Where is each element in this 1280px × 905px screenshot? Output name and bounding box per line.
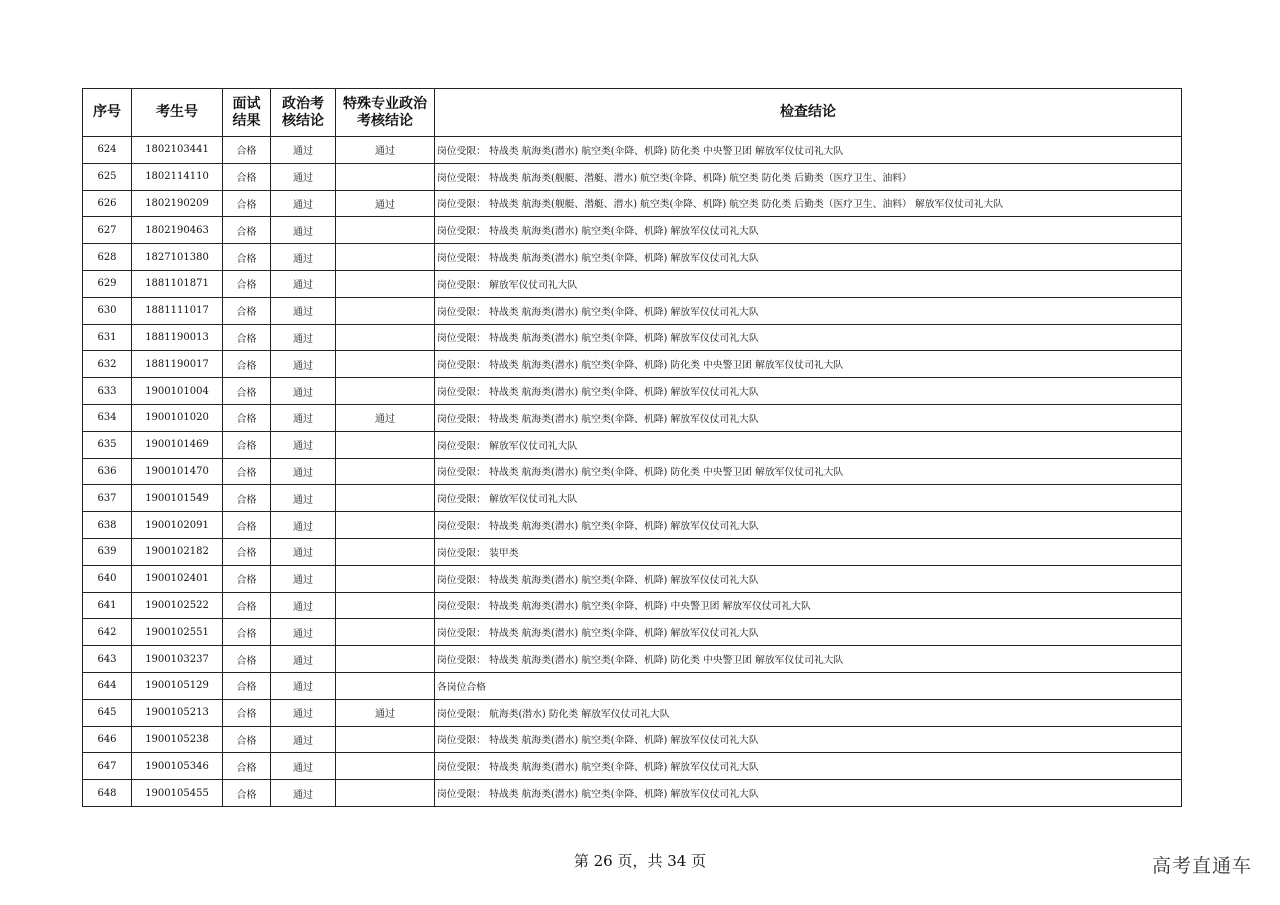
cell-exam-no: 1900101549 <box>132 485 223 512</box>
cell-exam-no: 1827101380 <box>132 244 223 271</box>
result-table <box>82 88 1182 807</box>
cell-political: 通过 <box>271 404 336 431</box>
cell-special <box>336 458 435 485</box>
header-special-line1: 特殊专业政治 <box>343 95 427 112</box>
cell-special: 通过 <box>336 137 435 164</box>
table-row <box>83 270 1182 297</box>
cell-special <box>336 726 435 753</box>
cell-interview: 合格 <box>223 404 271 431</box>
cell-interview: 合格 <box>223 726 271 753</box>
cell-special <box>336 351 435 378</box>
cell-special <box>336 512 435 539</box>
table-row <box>83 699 1182 726</box>
cell-conclusion: 岗位受限： 特战类 航海类(潜水) 航空类(伞降、机降) 解放军仪仗司礼大队 <box>435 619 1182 646</box>
cell-seq: 637 <box>83 485 132 512</box>
table-row <box>83 672 1182 699</box>
cell-special <box>336 646 435 673</box>
table-row <box>83 780 1182 807</box>
cell-exam-no: 1900101469 <box>132 431 223 458</box>
cell-interview: 合格 <box>223 297 271 324</box>
cell-interview: 合格 <box>223 351 271 378</box>
cell-conclusion: 岗位受限： 特战类 航海类(潜水) 航空类(伞降、机降) 防化类 中央警卫团 解放军仪仗司礼大队 <box>435 137 1182 164</box>
header-special <box>336 89 435 137</box>
table-body <box>83 137 1182 807</box>
cell-conclusion: 岗位受限： 特战类 航海类(潜水) 航空类(伞降、机降) 解放军仪仗司礼大队 <box>435 404 1182 431</box>
cell-conclusion: 岗位受限： 装甲类 <box>435 538 1182 565</box>
cell-conclusion: 各岗位合格 <box>435 672 1182 699</box>
cell-conclusion: 岗位受限： 特战类 航海类(潜水) 航空类(伞降、机降) 解放军仪仗司礼大队 <box>435 297 1182 324</box>
cell-interview: 合格 <box>223 190 271 217</box>
cell-seq: 629 <box>83 270 132 297</box>
cell-conclusion: 岗位受限： 特战类 航海类(潜水) 航空类(伞降、机降) 防化类 中央警卫团 解放军仪仗司礼大队 <box>435 646 1182 673</box>
cell-interview: 合格 <box>223 565 271 592</box>
cell-political: 通过 <box>271 458 336 485</box>
cell-conclusion: 岗位受限： 解放军仪仗司礼大队 <box>435 270 1182 297</box>
cell-interview: 合格 <box>223 538 271 565</box>
header-political <box>271 89 336 137</box>
table-header-row <box>83 89 1182 137</box>
cell-conclusion: 岗位受限： 特战类 航海类(潜水) 航空类(伞降、机降) 防化类 中央警卫团 解放军仪仗司礼大队 <box>435 351 1182 378</box>
cell-interview: 合格 <box>223 137 271 164</box>
cell-seq: 624 <box>83 137 132 164</box>
cell-conclusion: 岗位受限： 特战类 航海类(潜水) 航空类(伞降、机降) 解放军仪仗司礼大队 <box>435 753 1182 780</box>
cell-conclusion: 岗位受限： 解放军仪仗司礼大队 <box>435 431 1182 458</box>
cell-interview: 合格 <box>223 619 271 646</box>
cell-special: 通过 <box>336 190 435 217</box>
header-political-line1: 政治考 <box>282 95 324 112</box>
cell-interview: 合格 <box>223 672 271 699</box>
cell-special: 通过 <box>336 699 435 726</box>
cell-interview: 合格 <box>223 699 271 726</box>
table-row <box>83 485 1182 512</box>
header-interview <box>223 89 271 137</box>
table-row <box>83 244 1182 271</box>
table-row <box>83 137 1182 164</box>
table-row <box>83 592 1182 619</box>
cell-exam-no: 1900102182 <box>132 538 223 565</box>
cell-political: 通过 <box>271 137 336 164</box>
cell-exam-no: 1900101470 <box>132 458 223 485</box>
table-row <box>83 458 1182 485</box>
cell-special <box>336 592 435 619</box>
cell-political: 通过 <box>271 538 336 565</box>
cell-seq: 642 <box>83 619 132 646</box>
cell-exam-no: 1881111017 <box>132 297 223 324</box>
cell-seq: 628 <box>83 244 132 271</box>
table-row <box>83 217 1182 244</box>
cell-exam-no: 1900105346 <box>132 753 223 780</box>
cell-seq: 632 <box>83 351 132 378</box>
cell-political: 通过 <box>271 270 336 297</box>
cell-interview: 合格 <box>223 780 271 807</box>
cell-exam-no: 1900103237 <box>132 646 223 673</box>
cell-conclusion: 岗位受限： 特战类 航海类(潜水) 航空类(伞降、机降) 解放军仪仗司礼大队 <box>435 244 1182 271</box>
cell-conclusion: 岗位受限： 解放军仪仗司礼大队 <box>435 485 1182 512</box>
cell-political: 通过 <box>271 378 336 405</box>
cell-political: 通过 <box>271 699 336 726</box>
cell-political: 通过 <box>271 780 336 807</box>
cell-exam-no: 1802114110 <box>132 163 223 190</box>
cell-exam-no: 1900102401 <box>132 565 223 592</box>
cell-political: 通过 <box>271 753 336 780</box>
cell-political: 通过 <box>271 190 336 217</box>
cell-political: 通过 <box>271 592 336 619</box>
cell-exam-no: 1900102522 <box>132 592 223 619</box>
cell-seq: 645 <box>83 699 132 726</box>
cell-special <box>336 672 435 699</box>
cell-conclusion: 岗位受限： 特战类 航海类(舰艇、潜艇、潜水) 航空类(伞降、机降) 航空类 防化类 后勤类（医疗卫生、油料） 解放军仪仗司礼大队 <box>435 190 1182 217</box>
cell-special: 通过 <box>336 404 435 431</box>
cell-exam-no: 1900102091 <box>132 512 223 539</box>
cell-exam-no: 1802103441 <box>132 137 223 164</box>
cell-seq: 638 <box>83 512 132 539</box>
header-seq: 序号 <box>83 89 132 137</box>
cell-conclusion: 岗位受限： 特战类 航海类(潜水) 航空类(伞降、机降) 中央警卫团 解放军仪仗司礼大队 <box>435 592 1182 619</box>
cell-political: 通过 <box>271 485 336 512</box>
cell-special <box>336 431 435 458</box>
header-interview-line2: 结果 <box>232 112 261 129</box>
cell-interview: 合格 <box>223 217 271 244</box>
table-row <box>83 646 1182 673</box>
cell-political: 通过 <box>271 512 336 539</box>
table-row <box>83 753 1182 780</box>
cell-exam-no: 1900105238 <box>132 726 223 753</box>
cell-political: 通过 <box>271 726 336 753</box>
cell-seq: 635 <box>83 431 132 458</box>
cell-exam-no: 1881190013 <box>132 324 223 351</box>
cell-conclusion: 岗位受限： 特战类 航海类(潜水) 航空类(伞降、机降) 解放军仪仗司礼大队 <box>435 324 1182 351</box>
cell-special <box>336 780 435 807</box>
cell-exam-no: 1900105213 <box>132 699 223 726</box>
cell-seq: 648 <box>83 780 132 807</box>
cell-interview: 合格 <box>223 485 271 512</box>
cell-special <box>336 378 435 405</box>
cell-seq: 626 <box>83 190 132 217</box>
cell-special <box>336 565 435 592</box>
table-row <box>83 726 1182 753</box>
table-row <box>83 512 1182 539</box>
cell-political: 通过 <box>271 351 336 378</box>
cell-interview: 合格 <box>223 753 271 780</box>
cell-special <box>336 217 435 244</box>
cell-political: 通过 <box>271 646 336 673</box>
cell-political: 通过 <box>271 324 336 351</box>
cell-interview: 合格 <box>223 592 271 619</box>
cell-exam-no: 1900101020 <box>132 404 223 431</box>
cell-special <box>336 485 435 512</box>
cell-special <box>336 324 435 351</box>
cell-conclusion: 岗位受限： 特战类 航海类(潜水) 航空类(伞降、机降) 解放军仪仗司礼大队 <box>435 378 1182 405</box>
watermark-logo: 高考直通车 <box>1151 855 1252 877</box>
page-number: 第 26 页，共 34 页 <box>573 852 707 870</box>
table-row <box>83 324 1182 351</box>
cell-exam-no: 1900101004 <box>132 378 223 405</box>
cell-interview: 合格 <box>223 458 271 485</box>
cell-special <box>336 163 435 190</box>
cell-political: 通过 <box>271 565 336 592</box>
table-row <box>83 297 1182 324</box>
cell-seq: 625 <box>83 163 132 190</box>
cell-political: 通过 <box>271 163 336 190</box>
cell-special <box>336 753 435 780</box>
cell-seq: 633 <box>83 378 132 405</box>
cell-political: 通过 <box>271 619 336 646</box>
cell-exam-no: 1900102551 <box>132 619 223 646</box>
cell-interview: 合格 <box>223 244 271 271</box>
table-row <box>83 404 1182 431</box>
cell-conclusion: 岗位受限： 特战类 航海类(潜水) 航空类(伞降、机降) 解放军仪仗司礼大队 <box>435 217 1182 244</box>
cell-seq: 639 <box>83 538 132 565</box>
cell-seq: 647 <box>83 753 132 780</box>
cell-seq: 630 <box>83 297 132 324</box>
cell-political: 通过 <box>271 672 336 699</box>
cell-seq: 631 <box>83 324 132 351</box>
cell-conclusion: 岗位受限： 特战类 航海类(舰艇、潜艇、潜水) 航空类(伞降、机降) 航空类 防化类 后勤类（医疗卫生、油料） <box>435 163 1182 190</box>
cell-special <box>336 270 435 297</box>
cell-special <box>336 538 435 565</box>
table-row <box>83 351 1182 378</box>
cell-interview: 合格 <box>223 163 271 190</box>
cell-special <box>336 619 435 646</box>
table-row <box>83 190 1182 217</box>
cell-seq: 634 <box>83 404 132 431</box>
cell-seq: 641 <box>83 592 132 619</box>
cell-seq: 643 <box>83 646 132 673</box>
table-row <box>83 163 1182 190</box>
cell-special <box>336 297 435 324</box>
cell-exam-no: 1802190463 <box>132 217 223 244</box>
header-conclusion: 检查结论 <box>435 89 1182 137</box>
cell-interview: 合格 <box>223 378 271 405</box>
header-special-line2: 考核结论 <box>357 112 413 129</box>
cell-conclusion: 岗位受限： 特战类 航海类(潜水) 航空类(伞降、机降) 解放军仪仗司礼大队 <box>435 565 1182 592</box>
cell-political: 通过 <box>271 297 336 324</box>
table-row <box>83 378 1182 405</box>
cell-conclusion: 岗位受限： 航海类(潜水) 防化类 解放军仪仗司礼大队 <box>435 699 1182 726</box>
cell-interview: 合格 <box>223 646 271 673</box>
cell-interview: 合格 <box>223 324 271 351</box>
cell-political: 通过 <box>271 431 336 458</box>
cell-seq: 644 <box>83 672 132 699</box>
cell-exam-no: 1900105455 <box>132 780 223 807</box>
cell-seq: 636 <box>83 458 132 485</box>
header-exam-no: 考生号 <box>132 89 223 137</box>
cell-exam-no: 1802190209 <box>132 190 223 217</box>
cell-conclusion: 岗位受限： 特战类 航海类(潜水) 航空类(伞降、机降) 解放军仪仗司礼大队 <box>435 726 1182 753</box>
table-row <box>83 538 1182 565</box>
cell-interview: 合格 <box>223 512 271 539</box>
cell-special <box>336 244 435 271</box>
cell-exam-no: 1900105129 <box>132 672 223 699</box>
cell-exam-no: 1881101871 <box>132 270 223 297</box>
cell-conclusion: 岗位受限： 特战类 航海类(潜水) 航空类(伞降、机降) 防化类 中央警卫团 解放军仪仗司礼大队 <box>435 458 1182 485</box>
cell-exam-no: 1881190017 <box>132 351 223 378</box>
cell-conclusion: 岗位受限： 特战类 航海类(潜水) 航空类(伞降、机降) 解放军仪仗司礼大队 <box>435 512 1182 539</box>
table-row <box>83 431 1182 458</box>
table-row <box>83 565 1182 592</box>
header-political-line2: 核结论 <box>282 112 324 129</box>
cell-interview: 合格 <box>223 431 271 458</box>
cell-seq: 627 <box>83 217 132 244</box>
table-row <box>83 619 1182 646</box>
cell-interview: 合格 <box>223 270 271 297</box>
cell-seq: 646 <box>83 726 132 753</box>
cell-conclusion: 岗位受限： 特战类 航海类(潜水) 航空类(伞降、机降) 解放军仪仗司礼大队 <box>435 780 1182 807</box>
header-interview-line1: 面试 <box>232 95 261 112</box>
cell-political: 通过 <box>271 244 336 271</box>
cell-seq: 640 <box>83 565 132 592</box>
cell-political: 通过 <box>271 217 336 244</box>
